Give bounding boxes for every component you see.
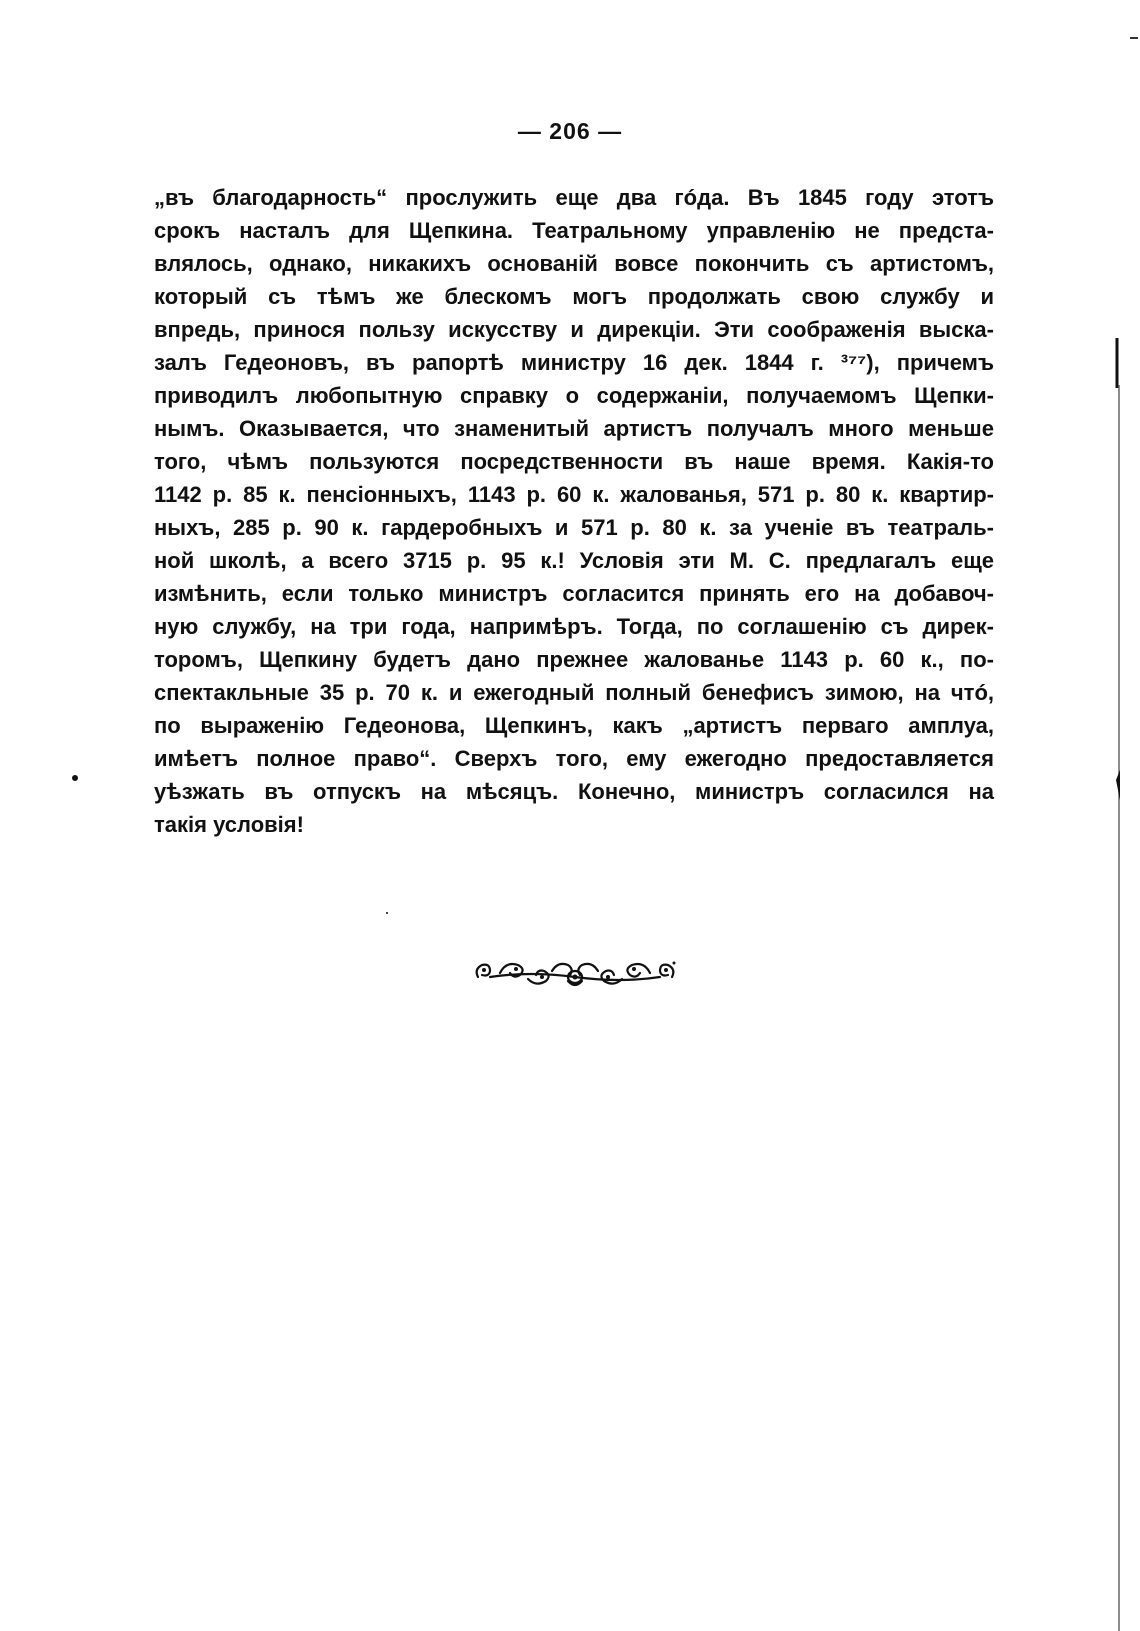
body-text: [154, 181, 994, 841]
text-line: ныхъ, 285 р. 90 к. гардеробныхъ и 571 р. 80 к. за ученіе въ театраль-: [154, 515, 994, 540]
text-line: срокъ насталъ для Щепкина. Театральному управленію не предста-: [154, 218, 994, 243]
text-line-last: такія условія!: [154, 812, 304, 837]
text-line: ной школѣ, а всего 3715 р. 95 к.! Условія эти М. С. предлагалъ еще: [154, 548, 994, 573]
text-line: приводилъ любопытную справку о содержаніи, получаемомъ Щепки-: [154, 383, 994, 408]
text-line: нымъ. Оказывается, что знаменитый артистъ получалъ много меньше: [154, 416, 994, 441]
text-line: „въ благодарность“ прослужить еще два гóда. Въ 1845 году этотъ: [154, 185, 994, 210]
text-line: по выраженію Гедеонова, Щепкинъ, какъ „артистъ перваго амплуа,: [154, 713, 994, 738]
text-line: спектакльные 35 р. 70 к. и ежегодный полный бенефисъ зимою, на чтó,: [154, 680, 994, 705]
text-line: впредь, принося пользу искусству и дирекціи. Эти соображенія выска-: [154, 317, 994, 342]
text-line: измѣнить, если только министръ согласится принять его на добавоч-: [154, 581, 994, 606]
text-line: ную службу, на три года, напримѣръ. Тогда, по соглашенію съ дирек-: [154, 614, 994, 639]
text-line: имѣетъ полное право“. Сверхъ того, ему ежегодно предоставляется: [154, 746, 994, 771]
text-line: того, чѣмъ пользуются посредственности въ наше время. Какія-то: [154, 449, 994, 474]
text-line: влялось, однако, никакихъ основаній вовсе покончить съ артистомъ,: [154, 251, 994, 276]
text-line: уѣзжать въ отпускъ на мѣсяцъ. Конечно, министръ согласился на: [154, 779, 994, 804]
floral-scroll-ornament-icon: [470, 955, 680, 991]
text-line: который съ тѣмъ же блескомъ могъ продолжать свою службу и: [154, 284, 994, 309]
scan-edge-lines: [1110, 0, 1140, 1631]
scan-mark-speck: [386, 912, 388, 914]
text-line: торомъ, Щепкину будетъ дано прежнее жалованье 1143 р. 60 к., по-: [154, 647, 994, 672]
text-line: залъ Гедеоновъ, въ рапортѣ министру 16 дек. 1844 г. ³⁷⁷), причемъ: [154, 350, 994, 375]
scan-mark-dot: [72, 775, 78, 781]
page-number: — 206 —: [517, 118, 623, 144]
text-line: 1142 р. 85 к. пенсіонныхъ, 1143 р. 60 к. жалованья, 571 р. 80 к. квартир-: [154, 482, 994, 507]
